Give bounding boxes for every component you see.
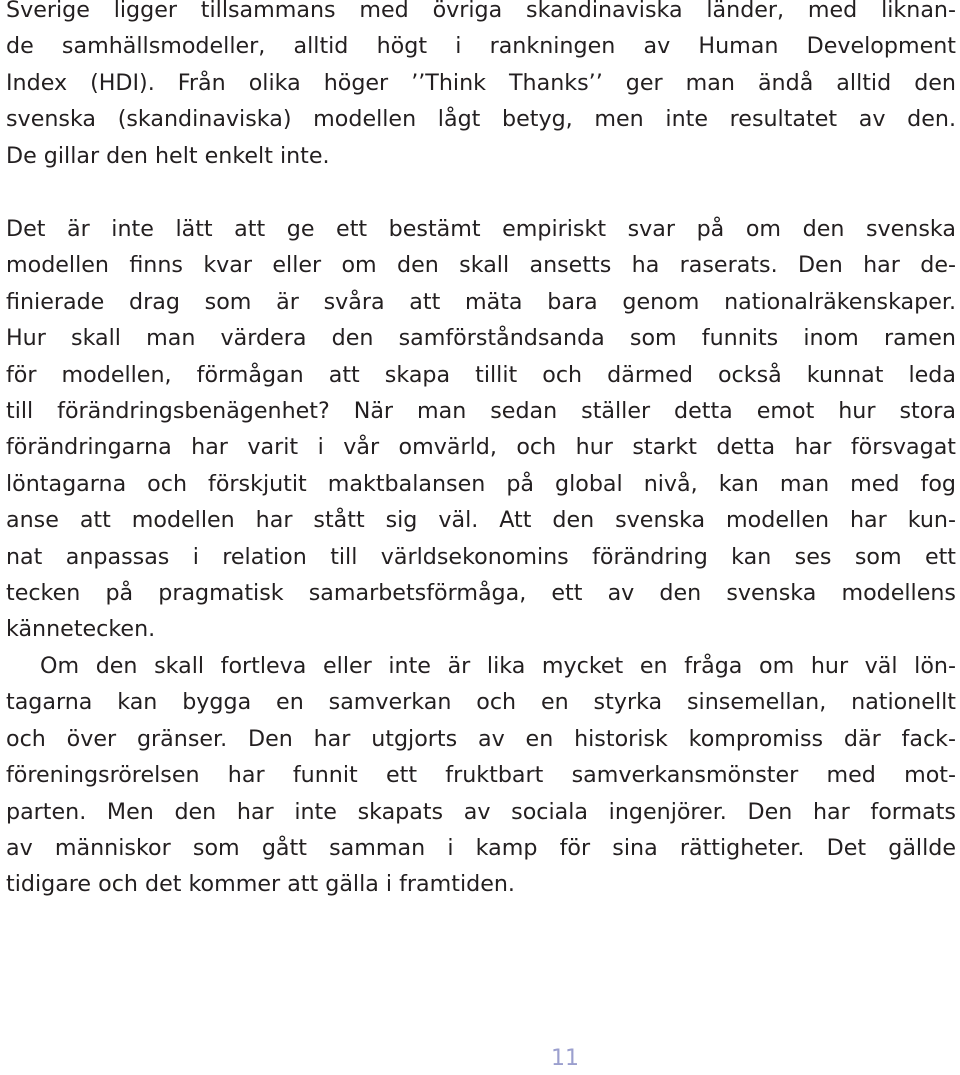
paragraph-empirical-answer: [6, 211, 956, 648]
text-line: tagarna kan bygga en samverkan och en styrka sinsemellan, nationellt: [6, 689, 956, 716]
text-line: kännetecken.: [6, 616, 156, 643]
text-line: och över gränser. Den har utgjorts av en historisk kompromiss där fack-: [6, 725, 956, 752]
text-line: Hur skall man värdera den samförståndsanda som funnits inom ramen: [6, 325, 956, 352]
text-line: nat anpassas i relation till världsekonomins förändring kan ses som ett: [6, 543, 956, 570]
text-line: löntagarna och förskjutit maktbalansen på global nivå, kan man med fog: [6, 470, 956, 497]
text-line: De gillar den helt enkelt inte.: [6, 142, 330, 169]
text-line: tecken på pragmatisk samarbetsförmåga, ett av den svenska modellens: [6, 580, 956, 607]
paragraph-hdi-ranking: [6, 0, 956, 174]
text-line: för modellen, förmågan att skapa tillit och därmed också kunnat leda: [6, 361, 956, 388]
text-line: förändringarna har varit i vår omvärld, och hur starkt detta har försvagat: [6, 434, 956, 461]
text-line: de samhällsmodeller, alltid högt i rankningen av Human Development: [6, 33, 956, 60]
text-line: Index (HDI). Från olika höger ’’Think Thanks’’ ger man ändå alltid den: [6, 69, 956, 96]
text-line: tidigare och det kommer att gälla i framtiden.: [6, 871, 515, 898]
paragraph: [6, 0, 956, 174]
text-line: anse att modellen har stått sig väl. Att den svenska modellen har kun-: [6, 507, 956, 534]
text-section: [6, 211, 956, 903]
text-line: Det är inte lätt att ge ett bestämt empiriskt svar på om den svenska: [6, 216, 956, 242]
paragraph-future: [6, 648, 956, 903]
page-number: 11: [551, 1046, 579, 1071]
text-line: finierade drag som är svåra att mäta bara genom nationalräkenskaper.: [6, 288, 956, 315]
text-line: föreningsrörelsen har funnit ett fruktbart samverkansmönster med mot-: [6, 762, 956, 789]
text-line: Om den skall fortleva eller inte är lika mycket en fråga om hur väl lön-: [40, 652, 956, 679]
text-line: till förändringsbenägenhet? När man sedan ställer detta emot hur stora: [6, 398, 956, 425]
text-line: svenska (skandinaviska) modellen lågt betyg, men inte resultatet av den.: [6, 106, 956, 133]
text-line: av människor som gått samman i kamp för sina rättigheter. Det gällde: [6, 834, 956, 861]
text-line: Sverige ligger tillsammans med övriga skandinaviska länder, med liknan-: [6, 0, 956, 23]
text-line: parten. Men den har inte skapats av sociala ingenjörer. Den har formats: [6, 798, 956, 825]
text-line: modellen finns kvar eller om den skall ansetts ha raserats. Den har de-: [6, 252, 956, 279]
